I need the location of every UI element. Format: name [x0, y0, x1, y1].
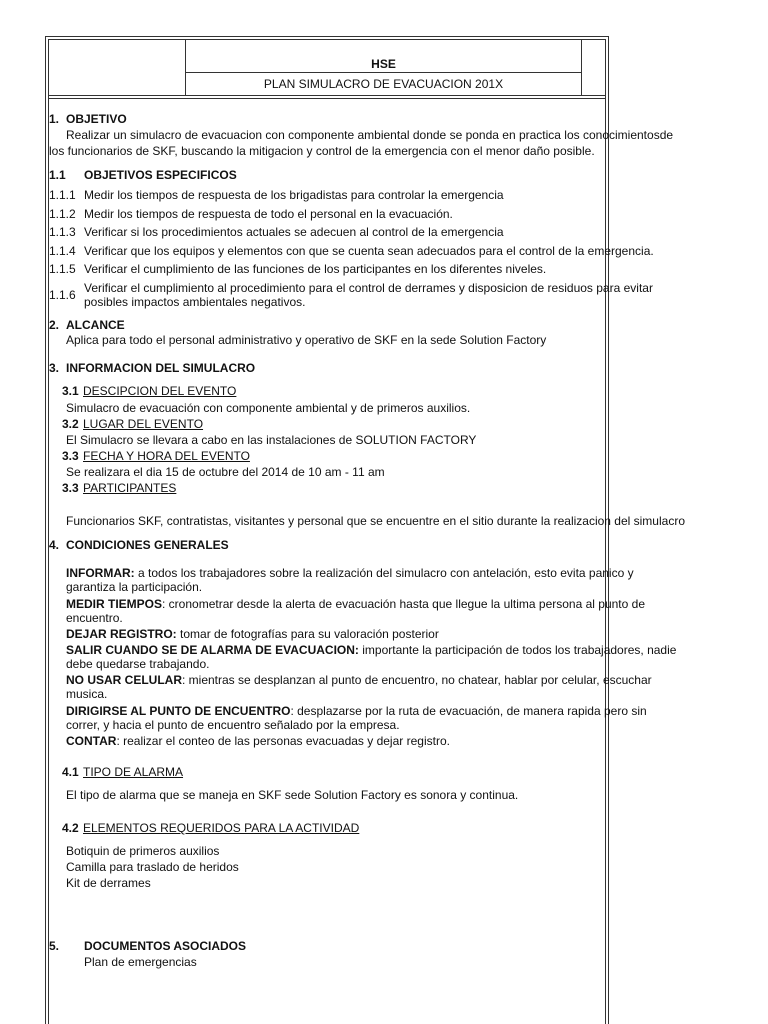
condition-text: importante la participación de todos los trabajadores, nadie: [358, 643, 677, 657]
condition-label: DIRIGIRSE AL PUNTO DE ENCUENTRO: [66, 704, 291, 718]
condition-line: [66, 627, 439, 641]
border-right-outer: [608, 36, 609, 1024]
s3-num: 3.: [49, 361, 60, 375]
s1-title: OBJETIVO: [66, 112, 127, 126]
s11-item-num: 1.1.4: [49, 244, 76, 258]
condition-text-2: encuentro.: [66, 611, 123, 625]
s11-item-num: 1.1.3: [49, 225, 76, 239]
s3-item-title: PARTICIPANTES: [83, 481, 177, 495]
s3-item-text: Simulacro de evacuación con componente ambiental y de primeros auxilios.: [66, 401, 471, 415]
border-top-inner: [48, 39, 606, 40]
s42-num: 4.2: [62, 821, 79, 835]
s11-item-num: 1.1.2: [49, 207, 76, 221]
border-right-inner: [605, 39, 606, 1024]
s3-item-num: 3.3: [62, 449, 79, 463]
s11-item-num: 1.1.1: [49, 188, 76, 202]
s4-num: 4.: [49, 538, 60, 552]
s11-item-num: 1.1.6: [49, 288, 76, 302]
s11-item-text: Medir los tiempos de respuesta de los brigadistas para controlar la emergencia: [84, 188, 504, 202]
condition-label: INFORMAR:: [66, 566, 135, 580]
condition-text: : desplazarse por la ruta de evacuación, de manera rapida pero sin: [290, 704, 647, 718]
s3-item-title: FECHA Y HORA DEL EVENTO: [83, 449, 250, 463]
header-title: HSE: [371, 57, 396, 71]
s42-item: Botiquin de primeros auxilios: [66, 844, 220, 858]
condition-line: [66, 643, 676, 657]
s2-text: Aplica para todo el personal administrativo y operativo de SKF en la sede Solution Factory: [66, 333, 547, 347]
condition-text-2: garantiza la participación.: [66, 580, 203, 594]
condition-label: SALIR CUANDO SE DE ALARMA DE EVACUACION:: [66, 643, 359, 657]
s3-item-num: 3.2: [62, 417, 79, 431]
s1-text-2: los funcionarios de SKF, buscando la mitigacion y control de la emergencia con el menor daño posible.: [49, 144, 595, 158]
s3-item-text: El Simulacro se llevara a cabo en las instalaciones de SOLUTION FACTORY: [66, 433, 477, 447]
s3-item-text: Funcionarios SKF, contratistas, visitantes y personal que se encuentre en el sitio durante la realizacion del simulacro: [66, 514, 685, 528]
s42-item: Camilla para traslado de heridos: [66, 860, 239, 874]
s11-num: 1.1: [49, 168, 66, 182]
header-subtitle: PLAN SIMULACRO DE EVACUACION 201X: [263, 77, 504, 91]
s3-item-title: DESCIPCION DEL EVENTO: [83, 384, 237, 398]
header-bottom-2: [48, 98, 606, 99]
condition-text-2: correr, y hacia el punto de encuentro señalado por la empresa.: [66, 718, 400, 732]
s11-item-text-1: Verificar el cumplimiento al procedimiento para el control de derrames y disposicion de residuos para evitar: [84, 281, 653, 295]
condition-label: MEDIR TIEMPOS: [66, 597, 163, 611]
s2-title: ALCANCE: [66, 318, 125, 332]
condition-text: a todos los trabajadores sobre la realización del simulacro con antelación, esto evita panico y: [134, 566, 634, 580]
s5-text: Plan de emergencias: [84, 955, 197, 969]
s1-num: 1.: [49, 112, 60, 126]
s42-title: ELEMENTOS REQUERIDOS PARA LA ACTIVIDAD: [83, 821, 360, 835]
s11-item-num: 1.1.5: [49, 262, 76, 276]
s42-item: Kit de derrames: [66, 876, 151, 890]
s4-title: CONDICIONES GENERALES: [66, 538, 229, 552]
s11-item-text-2: posibles impactos ambientales negativos.: [84, 295, 306, 309]
s3-item-text: Se realizara el dia 15 de octubre del 2014 de 10 am - 11 am: [66, 465, 385, 479]
border-left-inner: [48, 39, 49, 1024]
condition-line: [66, 566, 634, 580]
condition-line: [66, 734, 450, 748]
s5-title: DOCUMENTOS ASOCIADOS: [84, 939, 247, 953]
border-top-outer: [45, 36, 609, 37]
condition-text-2: musica.: [66, 687, 108, 701]
condition-text-2: debe quedarse trabajando.: [66, 657, 210, 671]
s3-item-title: LUGAR DEL EVENTO: [83, 417, 204, 431]
s11-title: OBJETIVOS ESPECIFICOS: [84, 168, 237, 182]
header-bottom-1: [48, 95, 606, 96]
border-left-outer: [45, 36, 46, 1024]
s5-num: 5.: [49, 939, 60, 953]
s11-item-text: Medir los tiempos de respuesta de todo el personal en la evacuación.: [84, 207, 453, 221]
s1-text-1: Realizar un simulacro de evacuacion con componente ambiental donde se ponda en practica los conocimientosde: [66, 128, 674, 142]
s3-item-num: 3.1: [62, 384, 79, 398]
condition-text: tomar de fotografías para su valoración posterior: [176, 627, 439, 641]
s11-item-text: Verificar el cumplimiento de las funciones de los participantes en los diferentes niveles.: [84, 262, 547, 276]
s3-title: INFORMACION DEL SIMULACRO: [66, 361, 256, 375]
condition-line: [66, 704, 647, 718]
s2-num: 2.: [49, 318, 60, 332]
s3-item-num: 3.3: [62, 481, 79, 495]
s11-item-text: Verificar si los procedimientos actuales se adecuen al control de la emergencia: [84, 225, 504, 239]
s41-title: TIPO DE ALARMA: [83, 765, 184, 779]
condition-label: CONTAR: [66, 734, 117, 748]
s41-text: El tipo de alarma que se maneja en SKF sede Solution Factory es sonora y continua.: [66, 788, 519, 802]
condition-line: [66, 673, 652, 687]
s41-num: 4.1: [62, 765, 79, 779]
s11-item-text: Verificar que los equipos y elementos con que se cuenta sean adecuados para el control de la emergencia.: [84, 244, 654, 258]
condition-text: : realizar el conteo de las personas evacuadas y dejar registro.: [116, 734, 450, 748]
condition-label: DEJAR REGISTRO:: [66, 627, 177, 641]
condition-label: NO USAR CELULAR: [66, 673, 182, 687]
condition-text: : mientras se desplanzan al punto de encuentro, no chatear, hablar por celular, escuchar: [182, 673, 652, 687]
condition-text: : cronometrar desde la alerta de evacuación hasta que llegue la ultima persona al punto de: [162, 597, 645, 611]
condition-line: [66, 597, 645, 611]
header-row-divider: [185, 72, 582, 73]
